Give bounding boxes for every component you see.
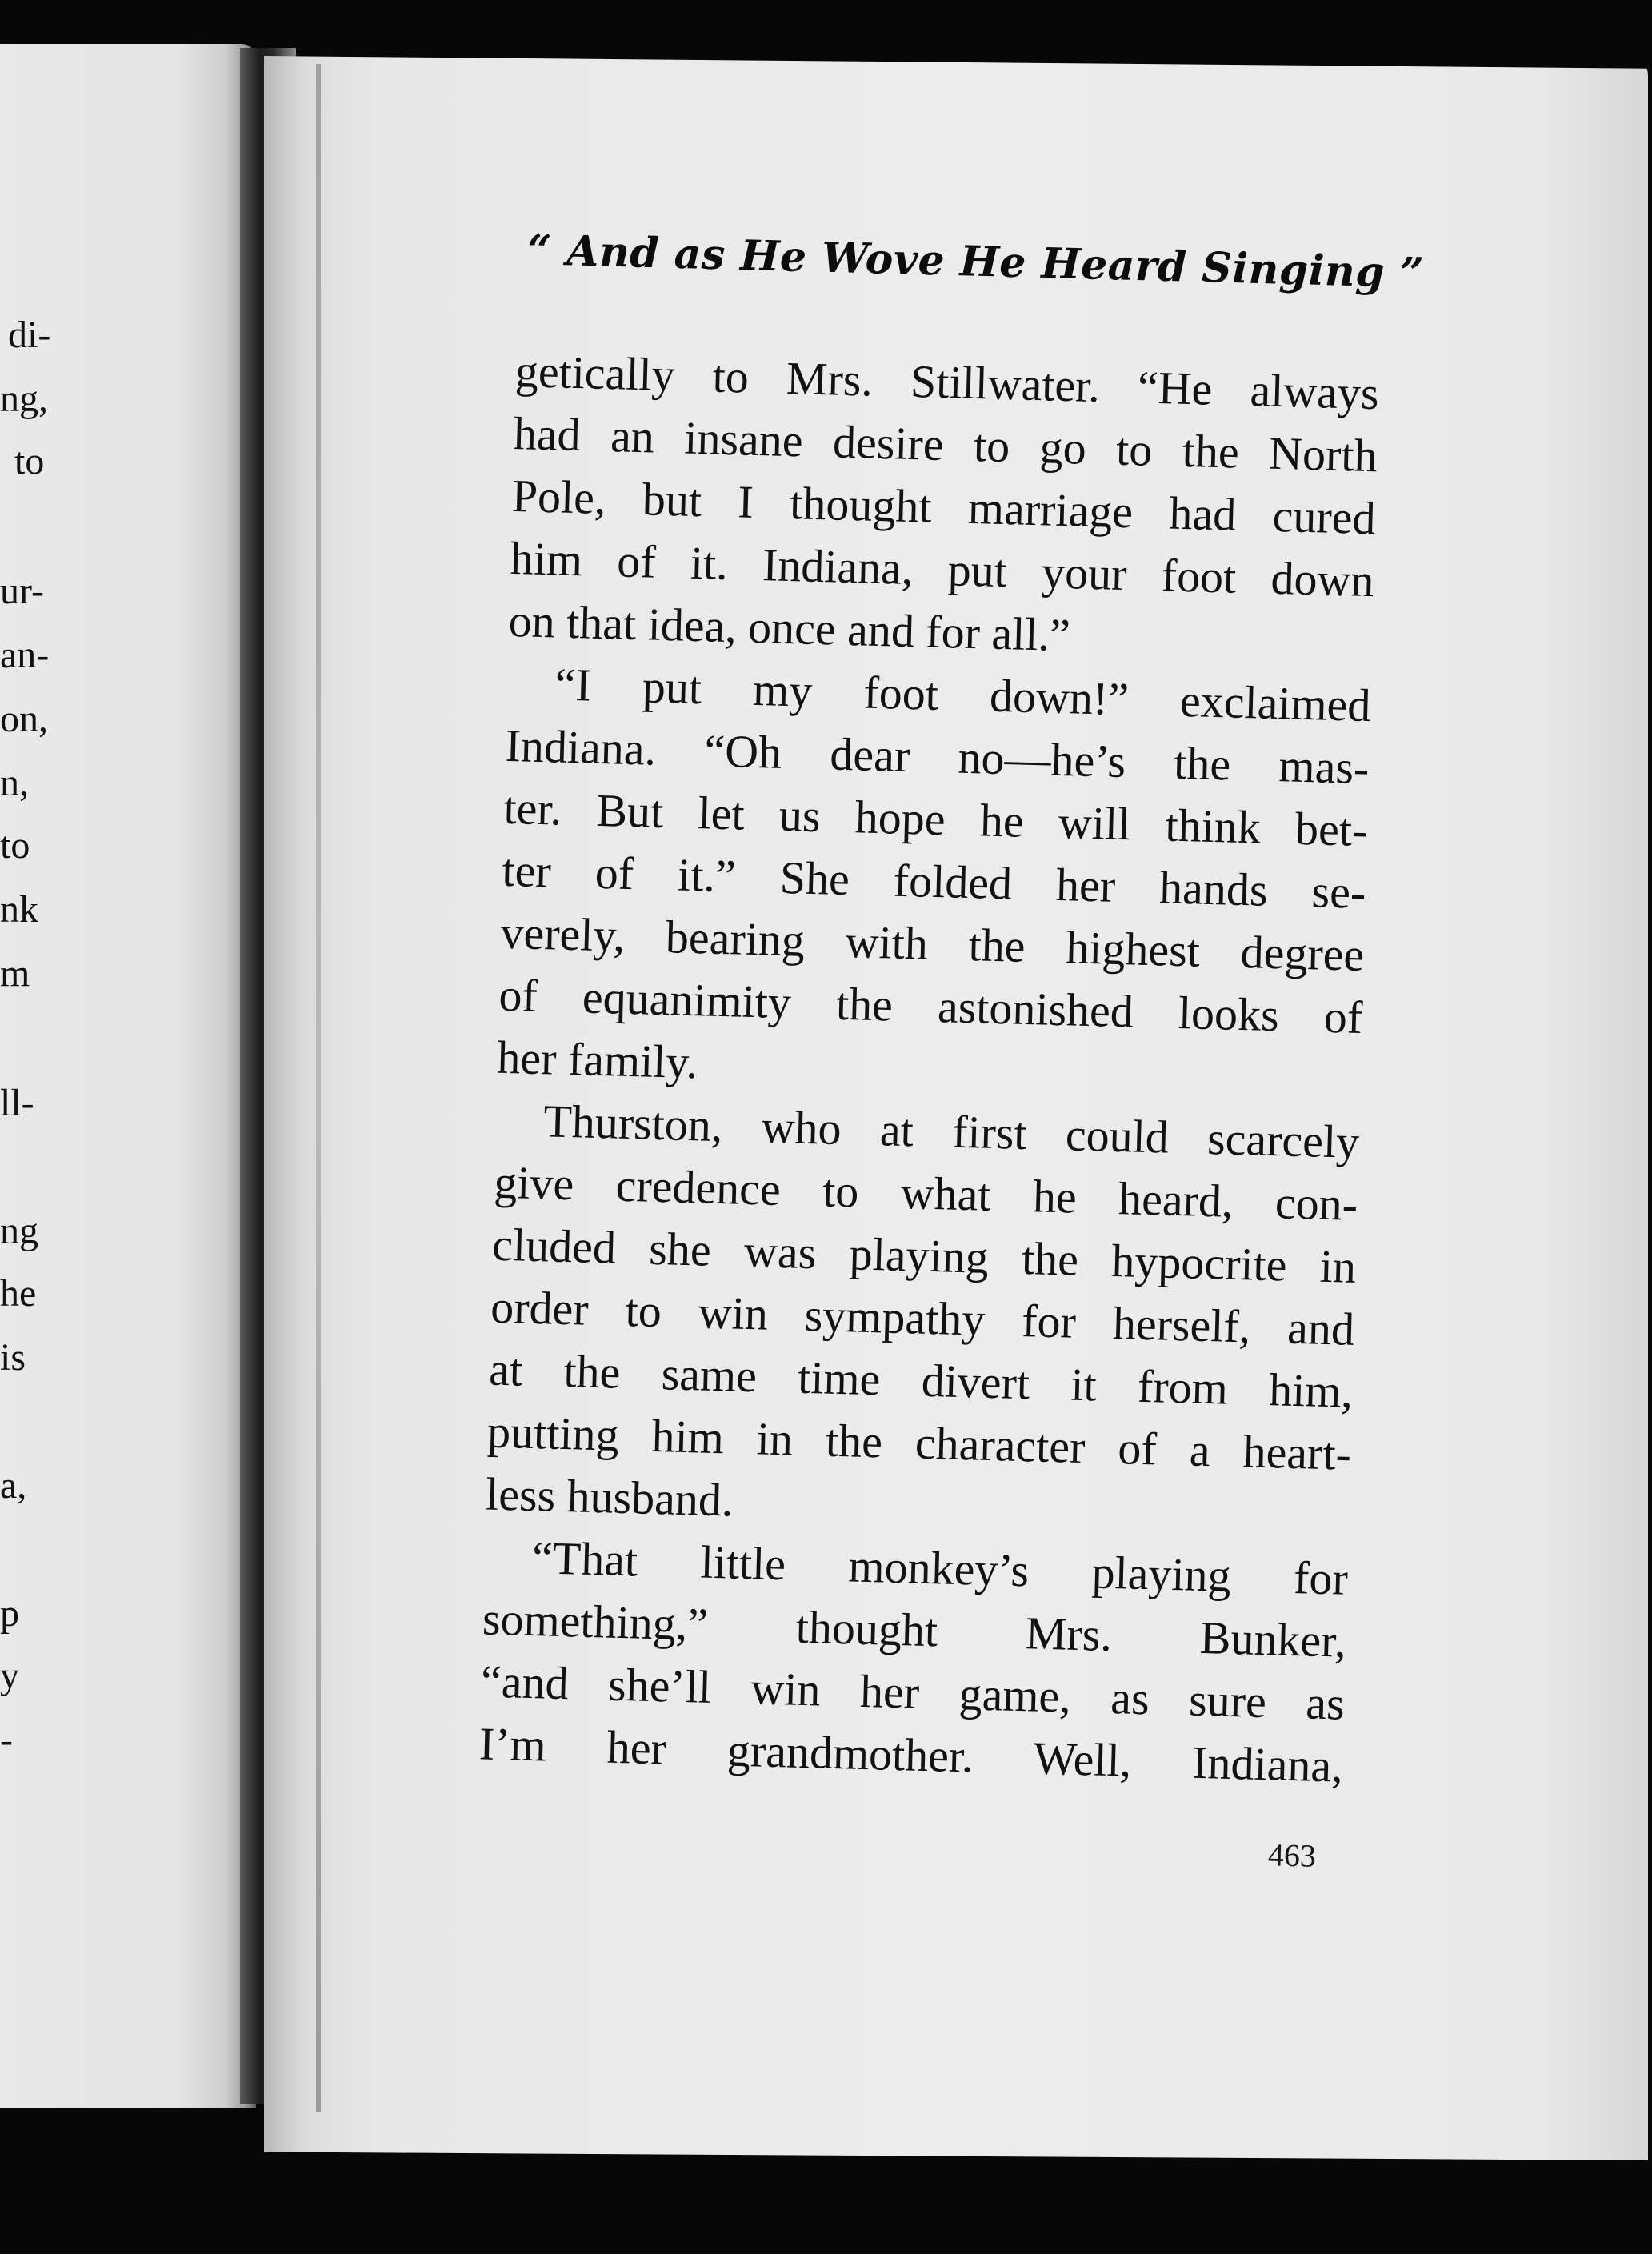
left-page-fragment: is	[0, 1336, 26, 1379]
left-page-fragment: ng	[0, 1210, 38, 1252]
text-line: her family.	[496, 1031, 699, 1089]
left-page-fragment: m	[0, 952, 30, 995]
page-edge-shadow	[316, 64, 321, 2112]
text-line: less husband.	[485, 1467, 734, 1527]
text-line: of equanimity the astonished looks of	[498, 968, 1364, 1043]
text-line: ter of it.” She folded her hands se-	[501, 843, 1367, 919]
left-page-fragment: -	[0, 1719, 13, 1761]
left-page-fragment: on,	[0, 698, 48, 740]
text-line: “That little monkey’s playing for	[531, 1531, 1349, 1605]
left-page-fragment: ng,	[0, 378, 48, 420]
text-line: putting him in the character of a heart-	[486, 1405, 1352, 1480]
text-line: “and she’ll win her game, as sure as	[480, 1655, 1346, 1730]
text-line: I’m her grandmother. Well, Indiana,	[478, 1717, 1344, 1792]
text-line: cluded she was playing the hypocrite in	[491, 1218, 1357, 1293]
text-line: ter. But let us hope he will think bet-	[502, 781, 1369, 857]
text-line: “I put my foot down!” exclaimed	[554, 658, 1372, 732]
left-page-fragment: n,	[0, 762, 29, 804]
left-page-fragment: ur-	[0, 570, 45, 612]
left-page-fragment: to	[14, 440, 45, 482]
left-page-fragment: ll-	[0, 1082, 34, 1124]
text-line: Thurston, who at first could scarcely	[542, 1095, 1360, 1168]
text-line: at the same time divert it from him,	[488, 1343, 1354, 1418]
text-line: Indiana. “Oh dear no—he’s the mas-	[504, 719, 1370, 795]
text-line: Pole, but I thought marriage had cured	[511, 469, 1377, 545]
left-page-fragment: y	[0, 1655, 19, 1697]
text-line: getically to Mrs. Stillwater. “He always	[514, 344, 1380, 420]
text-line: had an insane desire to go to the North	[513, 406, 1378, 482]
page-number: 463	[1267, 1836, 1317, 1874]
left-page-fragment: a,	[0, 1464, 27, 1507]
text-line: give credence to what he heard, con-	[493, 1155, 1358, 1231]
running-head: “ And as He Wove He Heard Singing ”	[526, 226, 1425, 298]
text-line: something,” thought Mrs. Bunker,	[482, 1592, 1347, 1667]
text-line: verely, bearing with the highest degree	[499, 906, 1366, 982]
left-page-fragment: p	[0, 1592, 19, 1635]
body-text	[478, 340, 1380, 1798]
left-page-fragment: to	[0, 824, 30, 867]
left-page-fragment: he	[0, 1272, 37, 1315]
left-page-fragment: an-	[0, 634, 50, 676]
text-line: him of it. Indiana, put your foot down	[510, 531, 1375, 607]
left-page	[0, 44, 256, 2108]
text-line: on that idea, once and for all.”	[507, 594, 1071, 662]
left-page-fragment: di-	[8, 314, 51, 356]
left-page-fragment: nk	[0, 888, 38, 931]
text-line: order to win sympathy for herself, and	[490, 1280, 1355, 1355]
